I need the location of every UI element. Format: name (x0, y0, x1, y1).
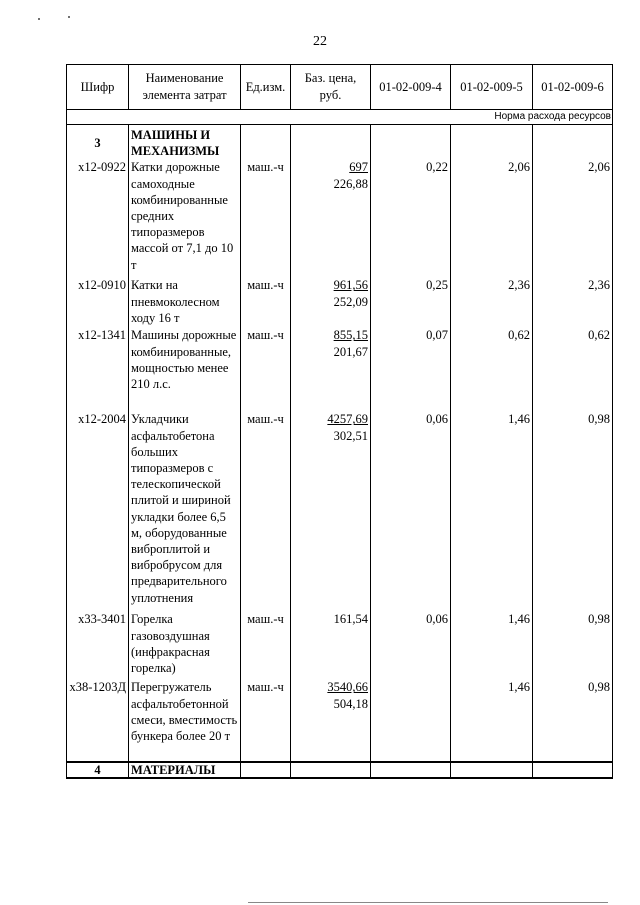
row-code: х38-1203Д (67, 679, 129, 762)
row-unit: маш.-ч (241, 277, 291, 327)
row-name: Катки на пневмоколесном ходу 16 т (129, 277, 241, 327)
row-price-top: 161,54 (333, 612, 368, 627)
row-price-top: 697 (349, 160, 368, 175)
row-code: х12-1341 (67, 327, 129, 411)
section-4-number: 4 (67, 762, 129, 778)
scan-edge-line (248, 902, 608, 903)
table-row (67, 411, 613, 611)
table-row (67, 327, 613, 411)
row-price-top: 3540,66 (327, 680, 368, 695)
header-col-a: 01-02-009-4 (371, 65, 451, 110)
row-price-top: 961,56 (333, 278, 368, 293)
row-price-bottom: 201,67 (333, 344, 368, 359)
header-unit: Ед.изм. (241, 65, 291, 110)
row-value-a: 0,06 (371, 411, 451, 611)
row-code: х33-3401 (67, 611, 129, 679)
header-price: Баз. цена, руб. (291, 65, 371, 110)
row-unit: маш.-ч (241, 327, 291, 411)
row-price (291, 411, 371, 611)
row-value-c: 0,98 (533, 411, 613, 611)
row-value-b: 1,46 (451, 679, 533, 762)
page-number: 22 (313, 34, 327, 49)
row-unit: маш.-ч (241, 611, 291, 679)
row-unit: маш.-ч (241, 679, 291, 762)
scan-speck (38, 18, 40, 20)
row-price-bottom: 252,09 (333, 294, 368, 309)
row-price (291, 277, 371, 327)
row-price-bottom: 504,18 (333, 696, 368, 711)
table-row (67, 679, 613, 762)
row-value-a: 0,06 (371, 611, 451, 679)
header-col-c: 01-02-009-6 (533, 65, 613, 110)
norm-label-row (67, 110, 613, 125)
row-value-b: 2,36 (451, 277, 533, 327)
row-code: х12-2004 (67, 411, 129, 611)
table-row (67, 611, 613, 679)
row-name: Горелка газовоздушная (инфракрасная горелка) (129, 611, 241, 679)
row-value-a: 0,07 (371, 327, 451, 411)
row-price (291, 611, 371, 679)
row-name: Машины дорожные комбинированные, мощностью менее 210 л.с. (129, 327, 241, 411)
row-code: х12-0922 (67, 159, 129, 277)
row-value-c: 2,06 (533, 159, 613, 277)
row-name: Перегружатель асфальтобетонной смеси, вместимость бункера более 20 т (129, 679, 241, 762)
section-4-row (67, 762, 613, 778)
table-row (67, 159, 613, 277)
row-value-c: 0,98 (533, 679, 613, 762)
row-unit: маш.-ч (241, 411, 291, 611)
scan-speck (68, 16, 70, 18)
norm-label: Норма расхода ресурсов (67, 110, 613, 125)
row-value-a: 0,22 (371, 159, 451, 277)
header-code: Шифр (67, 65, 129, 110)
row-name: Укладчики асфальтобетона больших типоразмеров с телескопической плитой и шириной укладки более 6,5 м, оборудованные виброплитой и вибробрусом для предварительного уплотнения (129, 411, 241, 611)
row-price-top: 855,15 (333, 328, 368, 343)
section-3-row (67, 125, 613, 160)
row-unit: маш.-ч (241, 159, 291, 277)
section-3-title: МАШИНЫ И МЕХАНИЗМЫ (129, 125, 241, 160)
row-price-top: 4257,69 (327, 412, 368, 427)
table-header-row (67, 65, 613, 110)
row-price (291, 327, 371, 411)
table-row (67, 277, 613, 327)
row-value-c: 0,62 (533, 327, 613, 411)
row-value-c: 0,98 (533, 611, 613, 679)
row-price (291, 159, 371, 277)
row-price-bottom: 226,88 (333, 176, 368, 191)
row-value-b: 0,62 (451, 327, 533, 411)
section-4-title: МАТЕРИАЛЫ (129, 762, 241, 778)
row-value-c: 2,36 (533, 277, 613, 327)
row-value-b: 1,46 (451, 611, 533, 679)
header-name: Наименование элемента затрат (129, 65, 241, 110)
section-3-number: 3 (67, 125, 129, 160)
row-value-b: 1,46 (451, 411, 533, 611)
row-price (291, 679, 371, 762)
header-col-b: 01-02-009-5 (451, 65, 533, 110)
row-value-a (371, 679, 451, 762)
row-code: х12-0910 (67, 277, 129, 327)
row-value-b: 2,06 (451, 159, 533, 277)
resource-norms-table (66, 64, 613, 779)
row-price-bottom: 302,51 (333, 428, 368, 443)
row-name: Катки дорожные самоходные комбинированные средних типоразмеров массой от 7,1 до 10 т (129, 159, 241, 277)
row-value-a: 0,25 (371, 277, 451, 327)
